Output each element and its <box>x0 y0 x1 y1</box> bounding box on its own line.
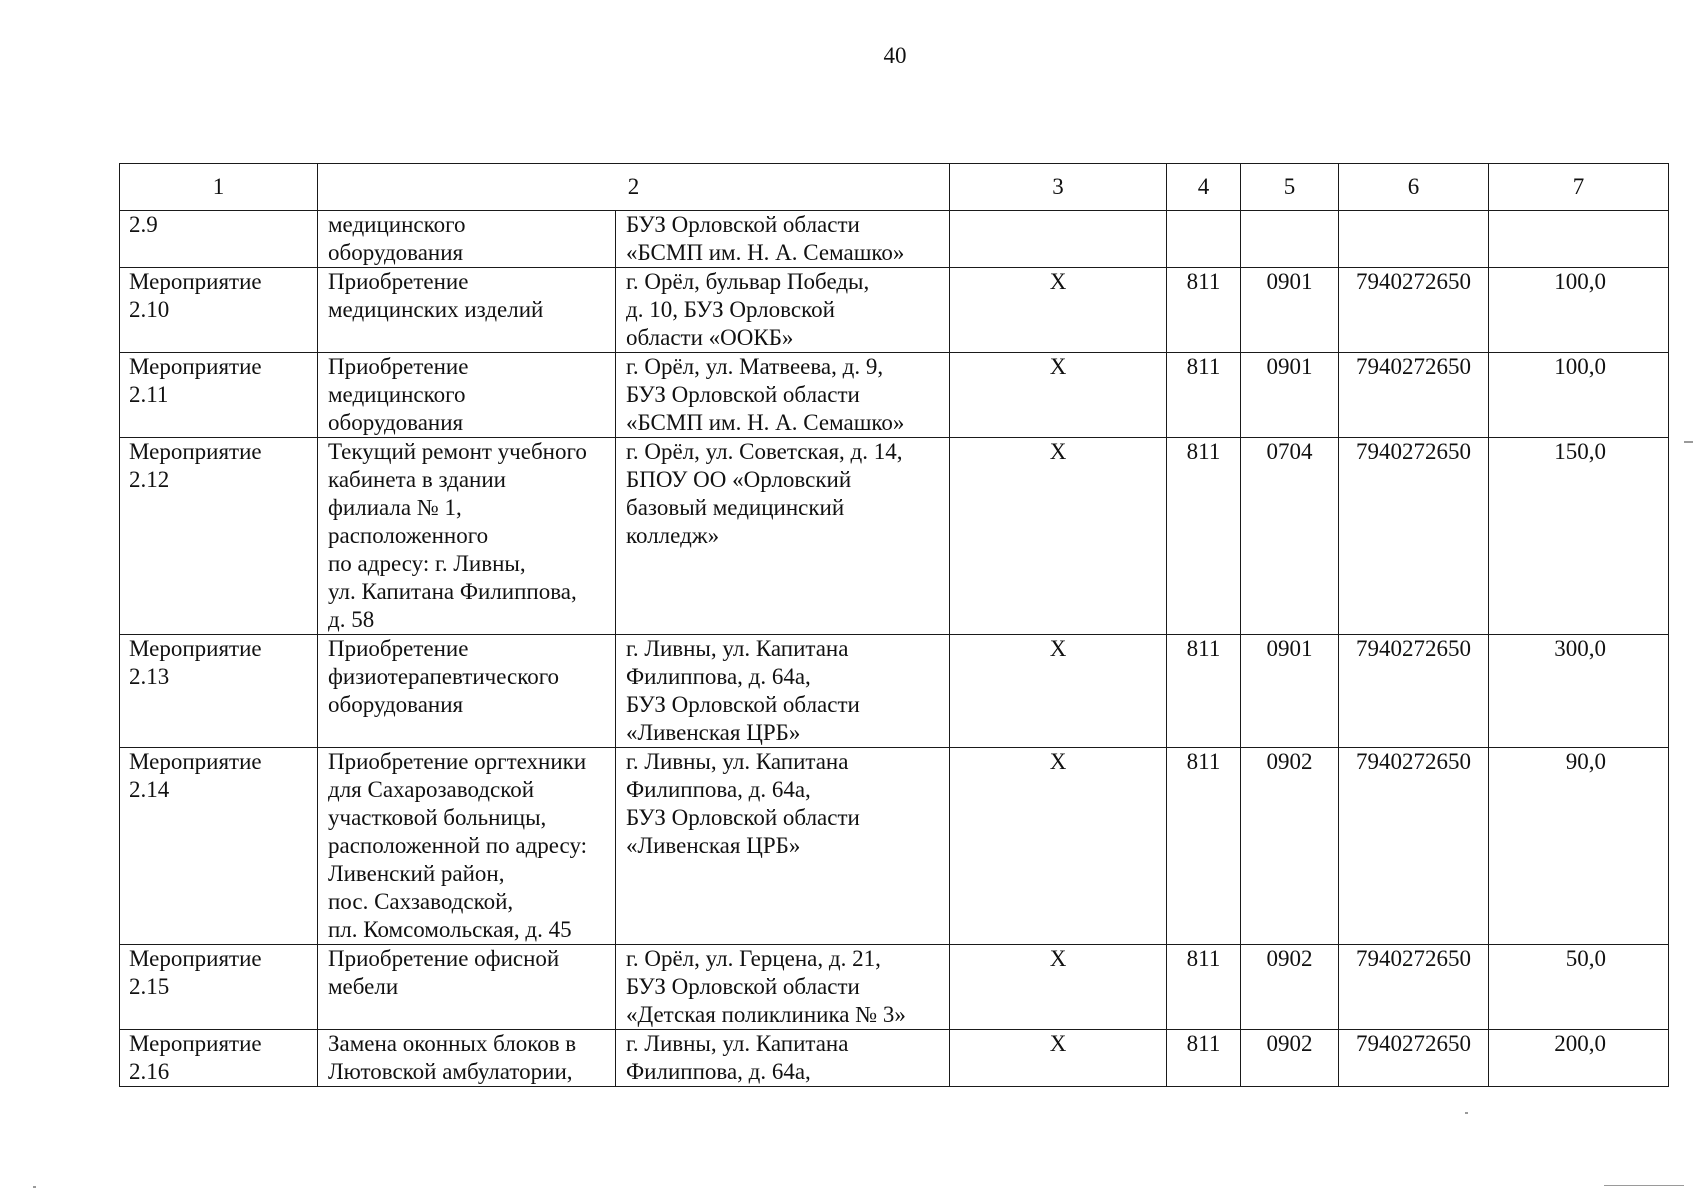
scan-dot <box>33 1186 36 1188</box>
header-cell-7: 7 <box>1489 164 1669 211</box>
column-4-cell: 811 <box>1167 268 1241 353</box>
column-4-cell: 811 <box>1167 353 1241 438</box>
activity-description-cell-line: медицинского <box>328 212 466 237</box>
activity-description-cell-line: оборудования <box>328 410 464 435</box>
column-4-cell: 811 <box>1167 1030 1241 1087</box>
activity-name-cell <box>120 945 318 1030</box>
table-row <box>120 438 1669 635</box>
activity-description-cell <box>318 211 616 268</box>
activity-address-cell-line: колледж» <box>626 523 720 548</box>
activity-name-cell-line: Мероприятие <box>129 636 262 661</box>
column-7-cell: 100,0 <box>1489 268 1669 353</box>
column-4-cell: 811 <box>1167 748 1241 945</box>
activity-address-cell-line: «БСМП им. Н. А. Семашко» <box>626 240 905 265</box>
activity-description-cell-line: физиотерапевтического <box>328 664 560 689</box>
table-row <box>120 268 1669 353</box>
activity-description-cell-line: расположенного <box>328 523 489 548</box>
activity-address-cell-line: г. Орёл, ул. Матвеева, д. 9, <box>626 354 884 379</box>
activity-description-cell-line: Приобретение <box>328 636 469 661</box>
activity-name-cell-line: Мероприятие <box>129 439 262 464</box>
column-6-cell: 7940272650 <box>1339 945 1489 1030</box>
activity-name-cell-line: 2.13 <box>129 664 170 689</box>
page-number: 40 <box>883 43 907 68</box>
activity-description-cell-line: д. 58 <box>328 607 375 632</box>
column-6-cell <box>1339 211 1489 268</box>
column-6-cell: 7940272650 <box>1339 268 1489 353</box>
activity-description-cell-line: Лютовской амбулатории, <box>328 1059 573 1084</box>
activity-address-cell-line: г. Ливны, ул. Капитана <box>626 636 849 661</box>
column-6-cell: 7940272650 <box>1339 1030 1489 1087</box>
activity-address-cell <box>616 635 950 748</box>
activity-address-cell-line: области «ООКБ» <box>626 325 794 350</box>
column-4-cell: 811 <box>1167 635 1241 748</box>
activity-address-cell-line: д. 10, БУЗ Орловской <box>626 297 835 322</box>
column-3-cell <box>950 211 1167 268</box>
activity-address-cell-line: г. Ливны, ул. Капитана <box>626 1031 849 1056</box>
column-5-cell: 0902 <box>1241 1030 1339 1087</box>
scan-dash <box>1684 441 1693 443</box>
activity-description-cell-line: участковой больницы, <box>328 805 547 830</box>
activity-description-cell-line: пл. Комсомольская, д. 45 <box>328 917 572 942</box>
column-4-cell <box>1167 211 1241 268</box>
activity-address-cell <box>616 945 950 1030</box>
column-6-cell: 7940272650 <box>1339 635 1489 748</box>
activity-name-cell <box>120 438 318 635</box>
activity-description-cell-line: ул. Капитана Филиппова, <box>328 579 577 604</box>
table-row <box>120 635 1669 748</box>
header-cell-4: 4 <box>1167 164 1241 211</box>
activity-address-cell-line: БУЗ Орловской области <box>626 805 860 830</box>
budget-table <box>119 163 1669 1087</box>
activity-description-cell-line: медицинского <box>328 382 466 407</box>
activity-address-cell-line: «БСМП им. Н. А. Семашко» <box>626 410 905 435</box>
activity-description-cell <box>318 1030 616 1087</box>
activity-name-cell-line: Мероприятие <box>129 354 262 379</box>
activity-description-cell-line: Ливенский район, <box>328 861 505 886</box>
activity-address-cell-line: «Ливенская ЦРБ» <box>626 833 801 858</box>
activity-description-cell-line: Приобретение офисной <box>328 946 560 971</box>
activity-description-cell-line: Замена оконных блоков в <box>328 1031 577 1056</box>
activity-address-cell-line: г. Орёл, ул. Советская, д. 14, <box>626 439 903 464</box>
activity-name-cell-line: 2.11 <box>129 382 169 407</box>
activity-address-cell-line: БУЗ Орловской области <box>626 212 860 237</box>
activity-address-cell-line: БУЗ Орловской области <box>626 382 860 407</box>
activity-address-cell <box>616 211 950 268</box>
activity-description-cell-line: кабинета в здании <box>328 467 506 492</box>
column-3-cell: Х <box>950 268 1167 353</box>
activity-name-cell-line: 2.16 <box>129 1059 170 1084</box>
column-7-cell: 100,0 <box>1489 353 1669 438</box>
column-6-cell: 7940272650 <box>1339 438 1489 635</box>
column-3-cell: Х <box>950 635 1167 748</box>
column-7-cell: 90,0 <box>1489 748 1669 945</box>
activity-address-cell-line: БУЗ Орловской области <box>626 974 860 999</box>
activity-name-cell-line: Мероприятие <box>129 269 262 294</box>
activity-address-cell-line: «Ливенская ЦРБ» <box>626 720 801 745</box>
activity-description-cell-line: оборудования <box>328 692 464 717</box>
activity-description-cell-line: пос. Сахзаводской, <box>328 889 514 914</box>
activity-address-cell <box>616 353 950 438</box>
column-6-cell: 7940272650 <box>1339 748 1489 945</box>
activity-address-cell-line: Филиппова, д. 64а, <box>626 664 811 689</box>
activity-description-cell <box>318 945 616 1030</box>
header-cell-1: 1 <box>120 164 318 211</box>
activity-address-cell-line: Филиппова, д. 64а, <box>626 1059 811 1084</box>
column-7-cell: 50,0 <box>1489 945 1669 1030</box>
activity-address-cell <box>616 1030 950 1087</box>
activity-address-cell <box>616 748 950 945</box>
activity-name-cell <box>120 211 318 268</box>
scan-dot <box>1465 1112 1468 1114</box>
activity-description-cell-line: филиала № 1, <box>328 495 462 520</box>
activity-description-cell-line: Текущий ремонт учебного <box>328 439 587 464</box>
column-5-cell: 0901 <box>1241 635 1339 748</box>
activity-name-cell <box>120 353 318 438</box>
column-3-cell: Х <box>950 748 1167 945</box>
activity-name-cell <box>120 748 318 945</box>
activity-name-cell-line: 2.14 <box>129 777 170 802</box>
column-7-cell: 200,0 <box>1489 1030 1669 1087</box>
activity-address-cell-line: Филиппова, д. 64а, <box>626 777 811 802</box>
column-4-cell: 811 <box>1167 945 1241 1030</box>
activity-description-cell-line: оборудования <box>328 240 464 265</box>
activity-address-cell-line: «Детская поликлиника № 3» <box>626 1002 906 1027</box>
activity-name-cell <box>120 1030 318 1087</box>
header-cell-5: 5 <box>1241 164 1339 211</box>
activity-description-cell-line: Приобретение <box>328 354 469 379</box>
activity-address-cell <box>616 438 950 635</box>
activity-name-cell-line: Мероприятие <box>129 1031 262 1056</box>
column-6-cell: 7940272650 <box>1339 353 1489 438</box>
header-cell-3: 3 <box>950 164 1167 211</box>
table-row <box>120 353 1669 438</box>
activity-address-cell-line: базовый медицинский <box>626 495 845 520</box>
column-3-cell: Х <box>950 353 1167 438</box>
activity-name-cell-line: 2.10 <box>129 297 170 322</box>
activity-description-cell <box>318 268 616 353</box>
header-cell-2: 2 <box>318 164 950 211</box>
activity-name-cell <box>120 268 318 353</box>
column-5-cell: 0704 <box>1241 438 1339 635</box>
activity-description-cell <box>318 438 616 635</box>
table-row <box>120 211 1669 268</box>
column-5-cell: 0901 <box>1241 268 1339 353</box>
activity-description-cell-line: Приобретение <box>328 269 469 294</box>
activity-description-cell-line: для Сахарозаводской <box>328 777 535 802</box>
activity-description-cell <box>318 353 616 438</box>
table-row <box>120 1030 1669 1087</box>
activity-name-cell-line: 2.15 <box>129 974 170 999</box>
activity-description-cell-line: медицинских изделий <box>328 297 544 322</box>
column-7-cell <box>1489 211 1669 268</box>
column-5-cell <box>1241 211 1339 268</box>
activity-description-cell-line: расположенной по адресу: <box>328 833 588 858</box>
activity-name-cell <box>120 635 318 748</box>
table-header-row <box>120 164 1669 211</box>
table-row <box>120 748 1669 945</box>
activity-description-cell <box>318 748 616 945</box>
column-5-cell: 0901 <box>1241 353 1339 438</box>
activity-description-cell-line: по адресу: г. Ливны, <box>328 551 526 576</box>
activity-address-cell-line: г. Ливны, ул. Капитана <box>626 749 849 774</box>
activity-name-cell-line: 2.12 <box>129 467 170 492</box>
activity-name-cell-line: 2.9 <box>129 212 158 237</box>
activity-name-cell-line: Мероприятие <box>129 946 262 971</box>
column-3-cell: Х <box>950 438 1167 635</box>
column-3-cell: Х <box>950 945 1167 1030</box>
column-5-cell: 0902 <box>1241 748 1339 945</box>
activity-address-cell-line: г. Орёл, бульвар Победы, <box>626 269 870 294</box>
column-7-cell: 300,0 <box>1489 635 1669 748</box>
activity-address-cell-line: БУЗ Орловской области <box>626 692 860 717</box>
activity-description-cell <box>318 635 616 748</box>
scan-dash <box>1604 1185 1684 1186</box>
column-7-cell: 150,0 <box>1489 438 1669 635</box>
activity-description-cell-line: Приобретение оргтехники <box>328 749 587 774</box>
header-cell-6: 6 <box>1339 164 1489 211</box>
activity-description-cell-line: мебели <box>328 974 399 999</box>
column-3-cell: Х <box>950 1030 1167 1087</box>
activity-address-cell-line: БПОУ ОО «Орловский <box>626 467 852 492</box>
activity-address-cell-line: г. Орёл, ул. Герцена, д. 21, <box>626 946 881 971</box>
activity-address-cell <box>616 268 950 353</box>
column-5-cell: 0902 <box>1241 945 1339 1030</box>
table-row <box>120 945 1669 1030</box>
column-4-cell: 811 <box>1167 438 1241 635</box>
activity-name-cell-line: Мероприятие <box>129 749 262 774</box>
